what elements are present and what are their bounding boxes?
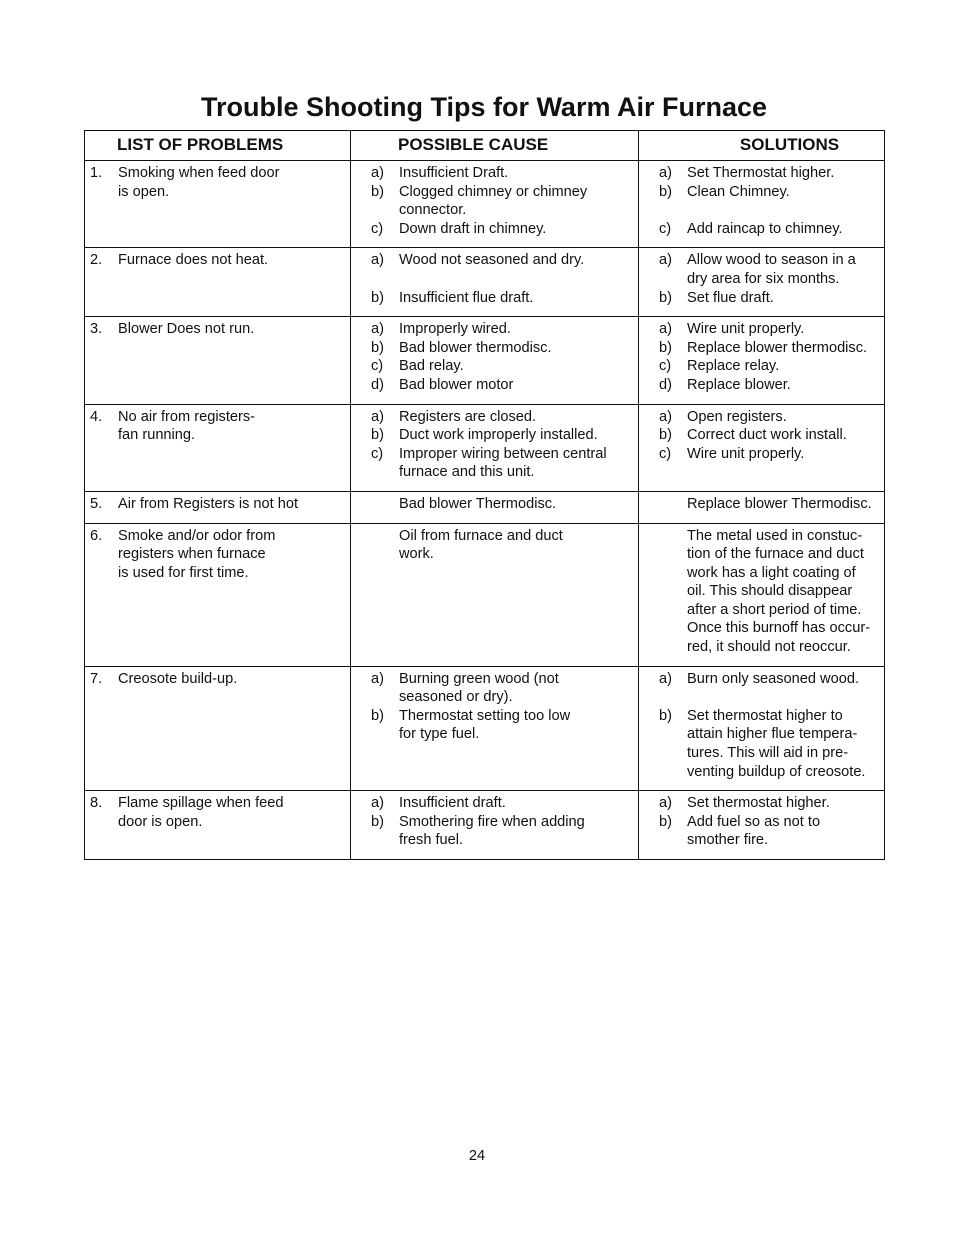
item-text: Bad relay. [399, 358, 464, 375]
problem-cell [85, 248, 351, 317]
item-text: Allow wood to season in a dry area for six months. [687, 252, 856, 287]
item-text: Duct work improperly installed. [399, 427, 598, 444]
problem-cell [85, 404, 351, 491]
table-row [85, 317, 885, 404]
solution-item [659, 794, 878, 813]
cause-cell [351, 491, 639, 523]
problem-number: 4. [90, 408, 103, 425]
solution-item [659, 495, 878, 514]
item-marker: b) [371, 289, 384, 306]
item-text: Wood not seasoned and dry. [399, 252, 585, 269]
header-problems: LIST OF PROBLEMS [85, 131, 351, 161]
problem-cell [85, 791, 351, 860]
cause-item [371, 320, 632, 339]
solution-item [659, 183, 878, 202]
problem-text: Smoking when feed door is open. [118, 165, 280, 200]
page-title: Trouble Shooting Tips for Warm Air Furnace [200, 92, 768, 122]
cause-cell [351, 317, 639, 404]
solution-item [659, 376, 878, 395]
problem-number: 5. [90, 495, 103, 512]
table-row [85, 404, 885, 491]
item-text: Set thermostat higher. [687, 795, 830, 812]
cause-item [371, 670, 632, 707]
cause-item [371, 376, 632, 395]
item-marker: a) [371, 321, 384, 338]
cause-item [371, 183, 632, 220]
item-text: Wire unit properly. [687, 445, 805, 462]
problem-number: 8. [90, 795, 103, 812]
item-text: Insufficient draft. [399, 795, 506, 812]
cause-item [371, 813, 632, 850]
cause-item [371, 357, 632, 376]
item-marker: a) [371, 165, 384, 181]
item-marker: b) [371, 427, 384, 444]
item-marker: b) [659, 183, 672, 200]
solution-item [659, 445, 878, 464]
table-row [85, 491, 885, 523]
item-text: Clean Chimney. [687, 183, 790, 200]
page-number: 24 [468, 1148, 486, 1164]
solution-item [659, 357, 878, 376]
solution-item [659, 164, 878, 183]
table-body [85, 161, 885, 860]
item-marker: c) [659, 445, 672, 462]
solution-cell [639, 248, 885, 317]
table-row [85, 791, 885, 860]
item-text: Replace relay. [687, 358, 780, 375]
solution-item [659, 220, 878, 239]
item-marker: b) [371, 183, 384, 200]
item-marker: a) [371, 408, 384, 425]
item-text: Burn only seasoned wood. [687, 670, 859, 687]
item-text: Set thermostat higher to attain higher flue tempera- tures. This will aid in pre- venting buildup of creosote. [687, 707, 866, 780]
item-text: Clogged chimney or chimney connector. [399, 183, 588, 219]
cause-item [371, 251, 632, 270]
troubleshooting-table [84, 130, 885, 860]
cause-item [371, 220, 632, 239]
item-marker [659, 527, 687, 657]
solution-item [659, 251, 878, 288]
item-marker: d) [659, 376, 672, 393]
solution-cell [639, 161, 885, 248]
solution-cell [639, 317, 885, 404]
table-row [85, 666, 885, 791]
item-text: Bad blower motor [399, 376, 514, 393]
item-text: Oil from furnace and duct work. [399, 527, 563, 563]
problem-cell [85, 666, 351, 791]
item-text: Registers are closed. [399, 408, 537, 425]
item-text: Burning green wood (not seasoned or dry). [399, 670, 559, 706]
item-text: Smothering fire when adding fresh fuel. [399, 813, 585, 849]
solution-cell [639, 491, 885, 523]
item-marker: c) [659, 358, 672, 375]
cause-cell [351, 791, 639, 860]
item-text: Bad blower thermodisc. [399, 339, 552, 356]
problem-text: No air from registers- fan running. [118, 408, 256, 444]
item-marker: b) [371, 707, 384, 724]
item-marker: c) [659, 220, 672, 237]
blank-line [659, 688, 878, 707]
problem-number: 3. [90, 321, 103, 338]
table-row [85, 523, 885, 666]
item-marker: c) [371, 445, 384, 462]
item-marker: b) [659, 289, 672, 306]
item-text: Down draft in chimney. [399, 220, 547, 237]
problem-cell [85, 491, 351, 523]
solution-item [659, 707, 878, 781]
cause-cell [351, 161, 639, 248]
item-marker: a) [659, 408, 672, 425]
item-marker: b) [659, 427, 672, 444]
item-text: Improper wiring between central furnace and this unit. [399, 445, 607, 481]
table-row [85, 161, 885, 248]
header-cause: POSSIBLE CAUSE [351, 131, 639, 161]
cause-item [371, 445, 632, 482]
problem-text: Blower Does not run. [118, 321, 255, 338]
item-marker: b) [659, 339, 672, 356]
cause-item [371, 495, 632, 514]
solution-item [659, 289, 878, 308]
table-row [85, 248, 885, 317]
solution-cell [639, 666, 885, 791]
item-text: Replace blower Thermodisc. [687, 495, 872, 512]
cause-cell [351, 248, 639, 317]
problem-number: 2. [90, 252, 103, 269]
cause-item [371, 339, 632, 358]
item-marker: a) [371, 670, 384, 687]
problem-text: Air from Registers is not hot [118, 495, 299, 512]
item-marker: a) [659, 670, 672, 687]
item-text: Add raincap to chimney. [687, 220, 843, 237]
cause-item [371, 408, 632, 427]
problem-cell [85, 317, 351, 404]
item-text: Thermostat setting too low for type fuel. [399, 707, 571, 743]
problem-number: 1. [90, 165, 103, 181]
item-marker [371, 527, 399, 564]
item-marker: c) [371, 220, 384, 237]
item-text: Open registers. [687, 408, 787, 425]
item-text: Add fuel so as not to smother fire. [687, 813, 821, 849]
cause-item [371, 707, 632, 744]
problem-cell [85, 161, 351, 248]
item-text: Insufficient Draft. [399, 165, 509, 181]
cause-cell [351, 404, 639, 491]
blank-line [659, 201, 878, 220]
item-marker: b) [659, 813, 672, 830]
header-solutions: SOLUTIONS [639, 131, 885, 161]
solution-cell [639, 404, 885, 491]
problem-text: Flame spillage when feed door is open. [118, 795, 284, 830]
problem-text: Smoke and/or odor from registers when furnace is used for first time. [118, 527, 276, 581]
problem-text: Furnace does not heat. [118, 252, 269, 269]
solution-item [659, 813, 878, 850]
table-header-row [85, 131, 885, 161]
item-text: Improperly wired. [399, 321, 511, 338]
item-marker: a) [371, 795, 384, 812]
problem-text: Creosote build-up. [118, 670, 238, 687]
cause-item [371, 426, 632, 445]
problem-number: 6. [90, 527, 103, 544]
problem-cell [85, 523, 351, 666]
solution-item [659, 408, 878, 427]
solution-item [659, 339, 878, 358]
item-marker: a) [659, 165, 672, 181]
cause-cell [351, 666, 639, 791]
solution-item [659, 527, 878, 657]
item-marker: a) [659, 252, 672, 269]
item-marker [659, 495, 687, 514]
item-marker: d) [371, 376, 384, 393]
item-text: Replace blower thermodisc. [687, 339, 868, 356]
item-marker: b) [659, 707, 672, 724]
cause-item [371, 794, 632, 813]
item-text: Replace blower. [687, 376, 791, 393]
item-text: Correct duct work install. [687, 427, 847, 444]
item-text: Wire unit properly. [687, 321, 805, 338]
problem-number: 7. [90, 670, 103, 687]
item-text: Set Thermostat higher. [687, 165, 835, 181]
cause-item [371, 164, 632, 183]
cause-cell [351, 523, 639, 666]
item-marker: a) [371, 252, 384, 269]
blank-line [371, 270, 632, 289]
cause-item [371, 289, 632, 308]
solution-item [659, 426, 878, 445]
item-text: The metal used in constuc- tion of the furnace and duct work has a light coating of oil. This should disappear after a short period of time. Once this burnoff has occur- red, it should not reoccur. [687, 527, 871, 656]
cause-item [371, 527, 632, 564]
item-marker: a) [659, 321, 672, 338]
item-marker: a) [659, 795, 672, 812]
item-text: Set flue draft. [687, 289, 774, 306]
item-marker: c) [371, 358, 384, 375]
solution-item [659, 670, 878, 689]
item-text: Bad blower Thermodisc. [399, 495, 557, 512]
solution-cell [639, 523, 885, 666]
item-marker [371, 495, 399, 514]
solution-item [659, 320, 878, 339]
item-text: Insufficient flue draft. [399, 289, 534, 306]
item-marker: b) [371, 339, 384, 356]
item-marker: b) [371, 813, 384, 830]
solution-cell [639, 791, 885, 860]
